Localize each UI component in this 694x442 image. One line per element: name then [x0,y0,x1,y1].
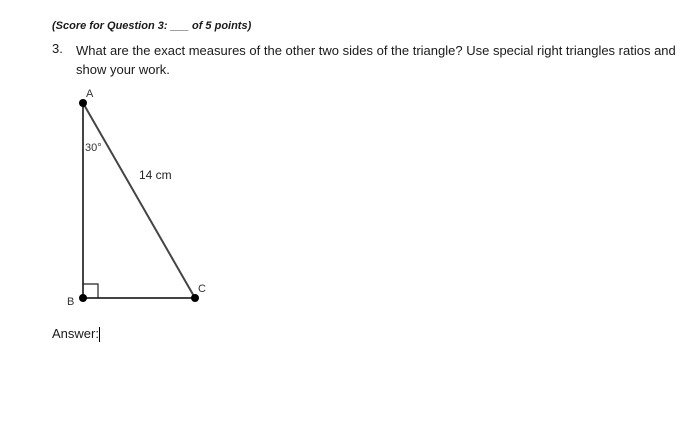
score-line: (Score for Question 3: ___ of 5 points) [52,20,252,32]
vertex-c-label: C [198,283,206,295]
hypotenuse-label: 14 cm [139,168,172,182]
vertex-c-dot [191,294,199,302]
question-text: What are the exact measures of the other two sides of the triangle? Use special right triangles ratios and show your work. [76,43,676,77]
answer-input[interactable] [99,326,219,342]
vertex-b-dot [79,294,87,302]
question-number: 3. [52,41,63,56]
answer-row [52,326,219,342]
vertex-a-dot [79,99,87,107]
text-cursor [99,327,100,342]
answer-label: Answer: [52,326,99,341]
vertex-b-label: B [67,296,75,308]
angle-label: 30° [85,142,102,154]
vertex-a-label: A [86,88,94,100]
side-ac [83,103,195,298]
